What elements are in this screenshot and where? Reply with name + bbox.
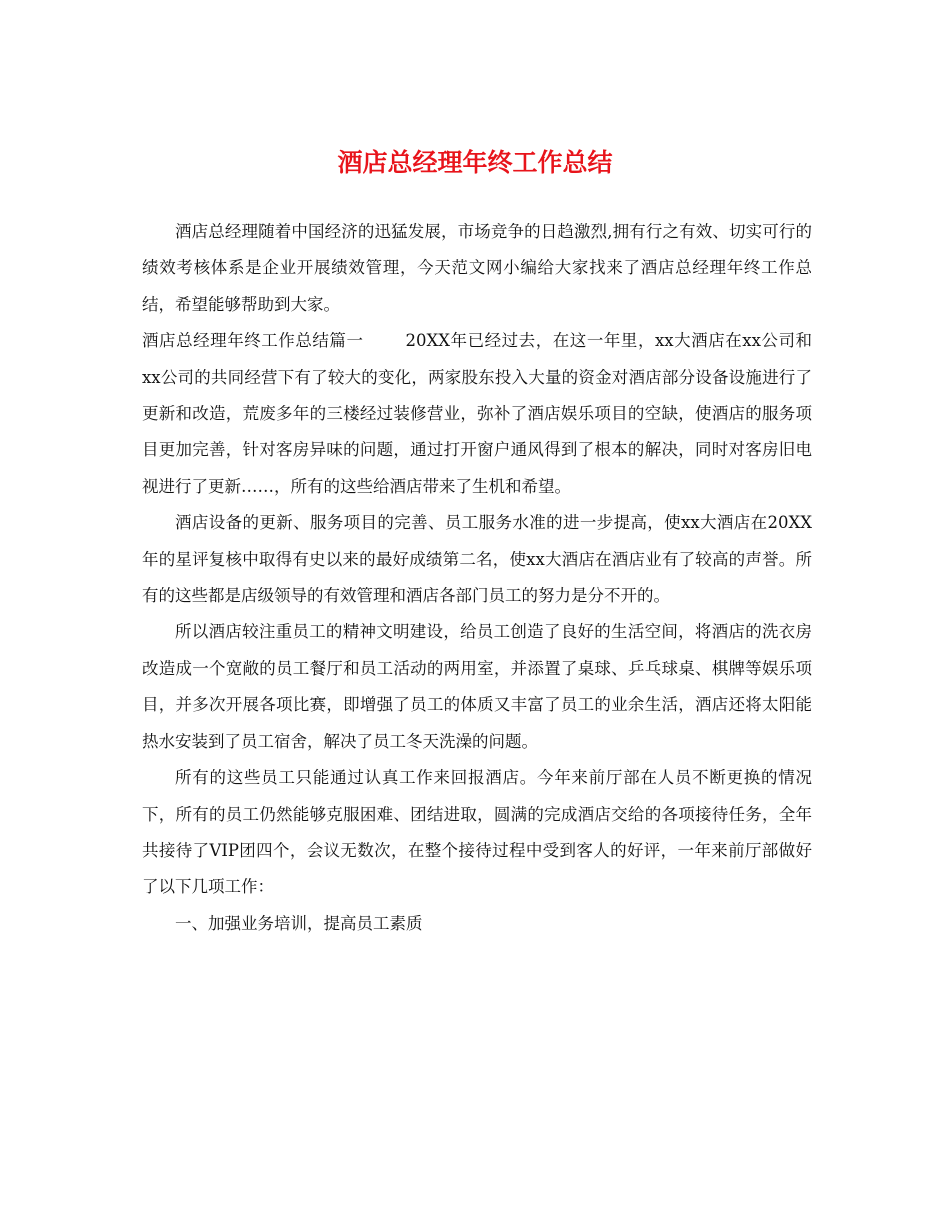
paragraph-4: 所有的这些员工只能通过认真工作来回报酒店。今年来前厅部在人员不断更换的情况下，所有的员工仍然能够克服困难、团结进取，圆满的完成酒店交给的各项接待任务，全年共接待了VIP团四个，会议无数次，在整个接待过程中受到客人的好评，一年来前厅部做好了以下几项工作： (142, 768, 812, 897)
document-body (142, 214, 812, 942)
document-title: 酒店总经理年终工作总结 (337, 148, 613, 177)
paragraph-1: 20XX年已经过去，在这一年里，xx大酒店在xx公司和xx公司的共同经营下有了较大的变化，两家股东投入大量的资金对酒店部分设备设施进行了更新和改造，荒废多年的三楼经过装修营业，弥补了酒店娱乐项目的空缺，使酒店的服务项目更加完善，针对客房异味的问题，通过打开窗户通风得到了根本的解决，同时对客房旧电视进行了更新……，所有的这些给酒店带来了生机和希望。 (142, 331, 813, 496)
paragraph-3: 所以酒店较注重员工的精神文明建设，给员工创造了良好的生活空间，将酒店的洗衣房改造成一个宽敞的员工餐厅和员工活动的两用室，并添置了桌球、乒乓球桌、棋牌等娱乐项目，并多次开展各项比赛，即增强了员工的体质又丰富了员工的业余生活，酒店还将太阳能热水安装到了员工宿舍，解决了员工冬天洗澡的问题。 (142, 622, 812, 751)
section-paragraph (142, 323, 812, 505)
paragraph-5: 一、加强业务培训，提高员工素质 (175, 913, 423, 933)
intro-paragraph: 酒店总经理随着中国经济的迅猛发展，市场竞争的日趋激烈,拥有行之有效、切实可行的绩效考核体系是企业开展绩效管理，今天范文网小编给大家找来了酒店总经理年终工作总结，希望能够帮助到大家。 (142, 222, 812, 314)
section-heading: 酒店总经理年终工作总结篇一 (142, 331, 364, 351)
paragraph-2: 酒店设备的更新、服务项目的完善、员工服务水准的进一步提高，使xx大酒店在20XX年的星评复核中取得有史以来的最好成绩第二名，使xx大酒店在酒店业有了较高的声誉。所有的这些都是店级领导的有效管理和酒店各部门员工的努力是分不开的。 (142, 513, 812, 606)
